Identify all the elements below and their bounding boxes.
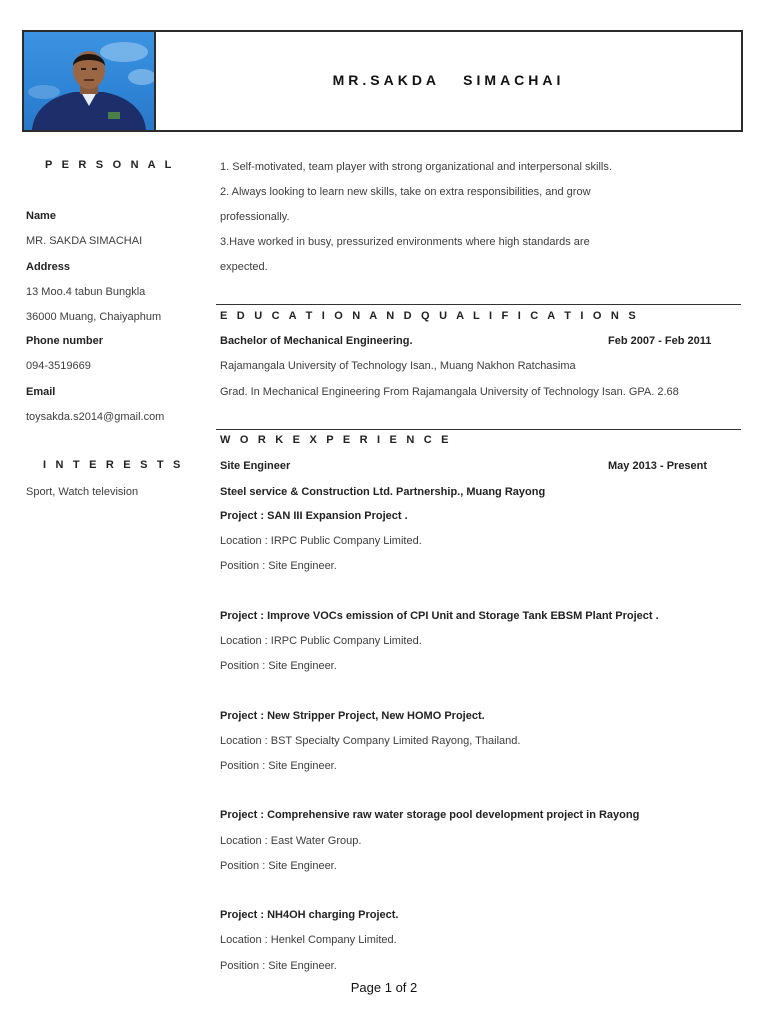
email-label: Email	[26, 386, 56, 398]
objective-line: expected.	[220, 261, 268, 273]
candidate-name: MR.SAKDA SIMACHAI	[332, 72, 565, 88]
degree: Bachelor of Mechanical Engineering.	[220, 335, 413, 347]
name-label: Name	[26, 210, 56, 222]
education-divider	[216, 304, 741, 305]
profile-photo	[24, 32, 156, 130]
work-divider	[216, 429, 741, 430]
objective-line: professionally.	[220, 211, 290, 223]
project-title: Project : New Stripper Project, New HOMO Project.	[220, 710, 485, 722]
project-position: Position : Site Engineer.	[220, 560, 337, 572]
interests-heading: I N T E R E S T S	[43, 459, 184, 471]
project-location: Location : BST Specialty Company Limited Rayong, Thailand.	[220, 735, 521, 747]
address-label: Address	[26, 261, 71, 273]
address-line-2: 36000 Muang, Chaiyaphum	[26, 311, 162, 323]
project-title: Project : Comprehensive raw water storage pool development project in Rayong	[220, 809, 640, 821]
school: Rajamangala University of Technology Isan., Muang Nakhon Ratchasima	[220, 360, 576, 372]
education-dates: Feb 2007 - Feb 2011	[608, 335, 712, 347]
work-role: Site Engineer	[220, 460, 291, 472]
objective-line: 2. Always looking to learn new skills, take on extra responsibilities, and grow	[220, 186, 591, 198]
project-title: Project : Improve VOCs emission of CPI Unit and Storage Tank EBSM Plant Project .	[220, 610, 659, 622]
project-position: Position : Site Engineer.	[220, 960, 337, 972]
work-dates: May 2013 - Present	[608, 460, 708, 472]
project-location: Location : IRPC Public Company Limited.	[220, 635, 422, 647]
header-box	[22, 30, 743, 132]
project-title: Project : NH4OH charging Project.	[220, 909, 399, 921]
phone-label: Phone number	[26, 335, 104, 347]
project-position: Position : Site Engineer.	[220, 660, 337, 672]
phone-value: 094-3519669	[26, 360, 91, 372]
work-heading: W O R K E X P E R I E N C E	[220, 434, 452, 446]
interests-value: Sport, Watch television	[26, 486, 139, 498]
name-value: MR. SAKDA SIMACHAI	[26, 235, 143, 247]
project-position: Position : Site Engineer.	[220, 760, 337, 772]
project-location: Location : Henkel Company Limited.	[220, 934, 397, 946]
page-number: Page 1 of 2	[350, 980, 418, 995]
project-location: Location : East Water Group.	[220, 835, 362, 847]
project-position: Position : Site Engineer.	[220, 860, 337, 872]
objective-line: 1. Self-motivated, team player with strong organizational and interpersonal skills.	[220, 161, 612, 173]
person-photo-icon	[24, 32, 154, 130]
objective-line: 3.Have worked in busy, pressurized environments where high standards are	[220, 236, 590, 248]
work-company: Steel service & Construction Ltd. Partnership., Muang Rayong	[220, 486, 546, 498]
personal-heading: P E R S O N A L	[45, 159, 175, 171]
project-title: Project : SAN III Expansion Project .	[220, 510, 408, 522]
address-line-1: 13 Moo.4 tabun Bungkla	[26, 286, 146, 298]
education-detail: Grad. In Mechanical Engineering From Rajamangala University of Technology Isan. GPA. 2.68	[220, 386, 679, 398]
project-location: Location : IRPC Public Company Limited.	[220, 535, 422, 547]
email-value: toysakda.s2014@gmail.com	[26, 411, 165, 423]
education-heading: E D U C A T I O N A N D Q U A L I F I C A T I O N S	[220, 310, 639, 322]
